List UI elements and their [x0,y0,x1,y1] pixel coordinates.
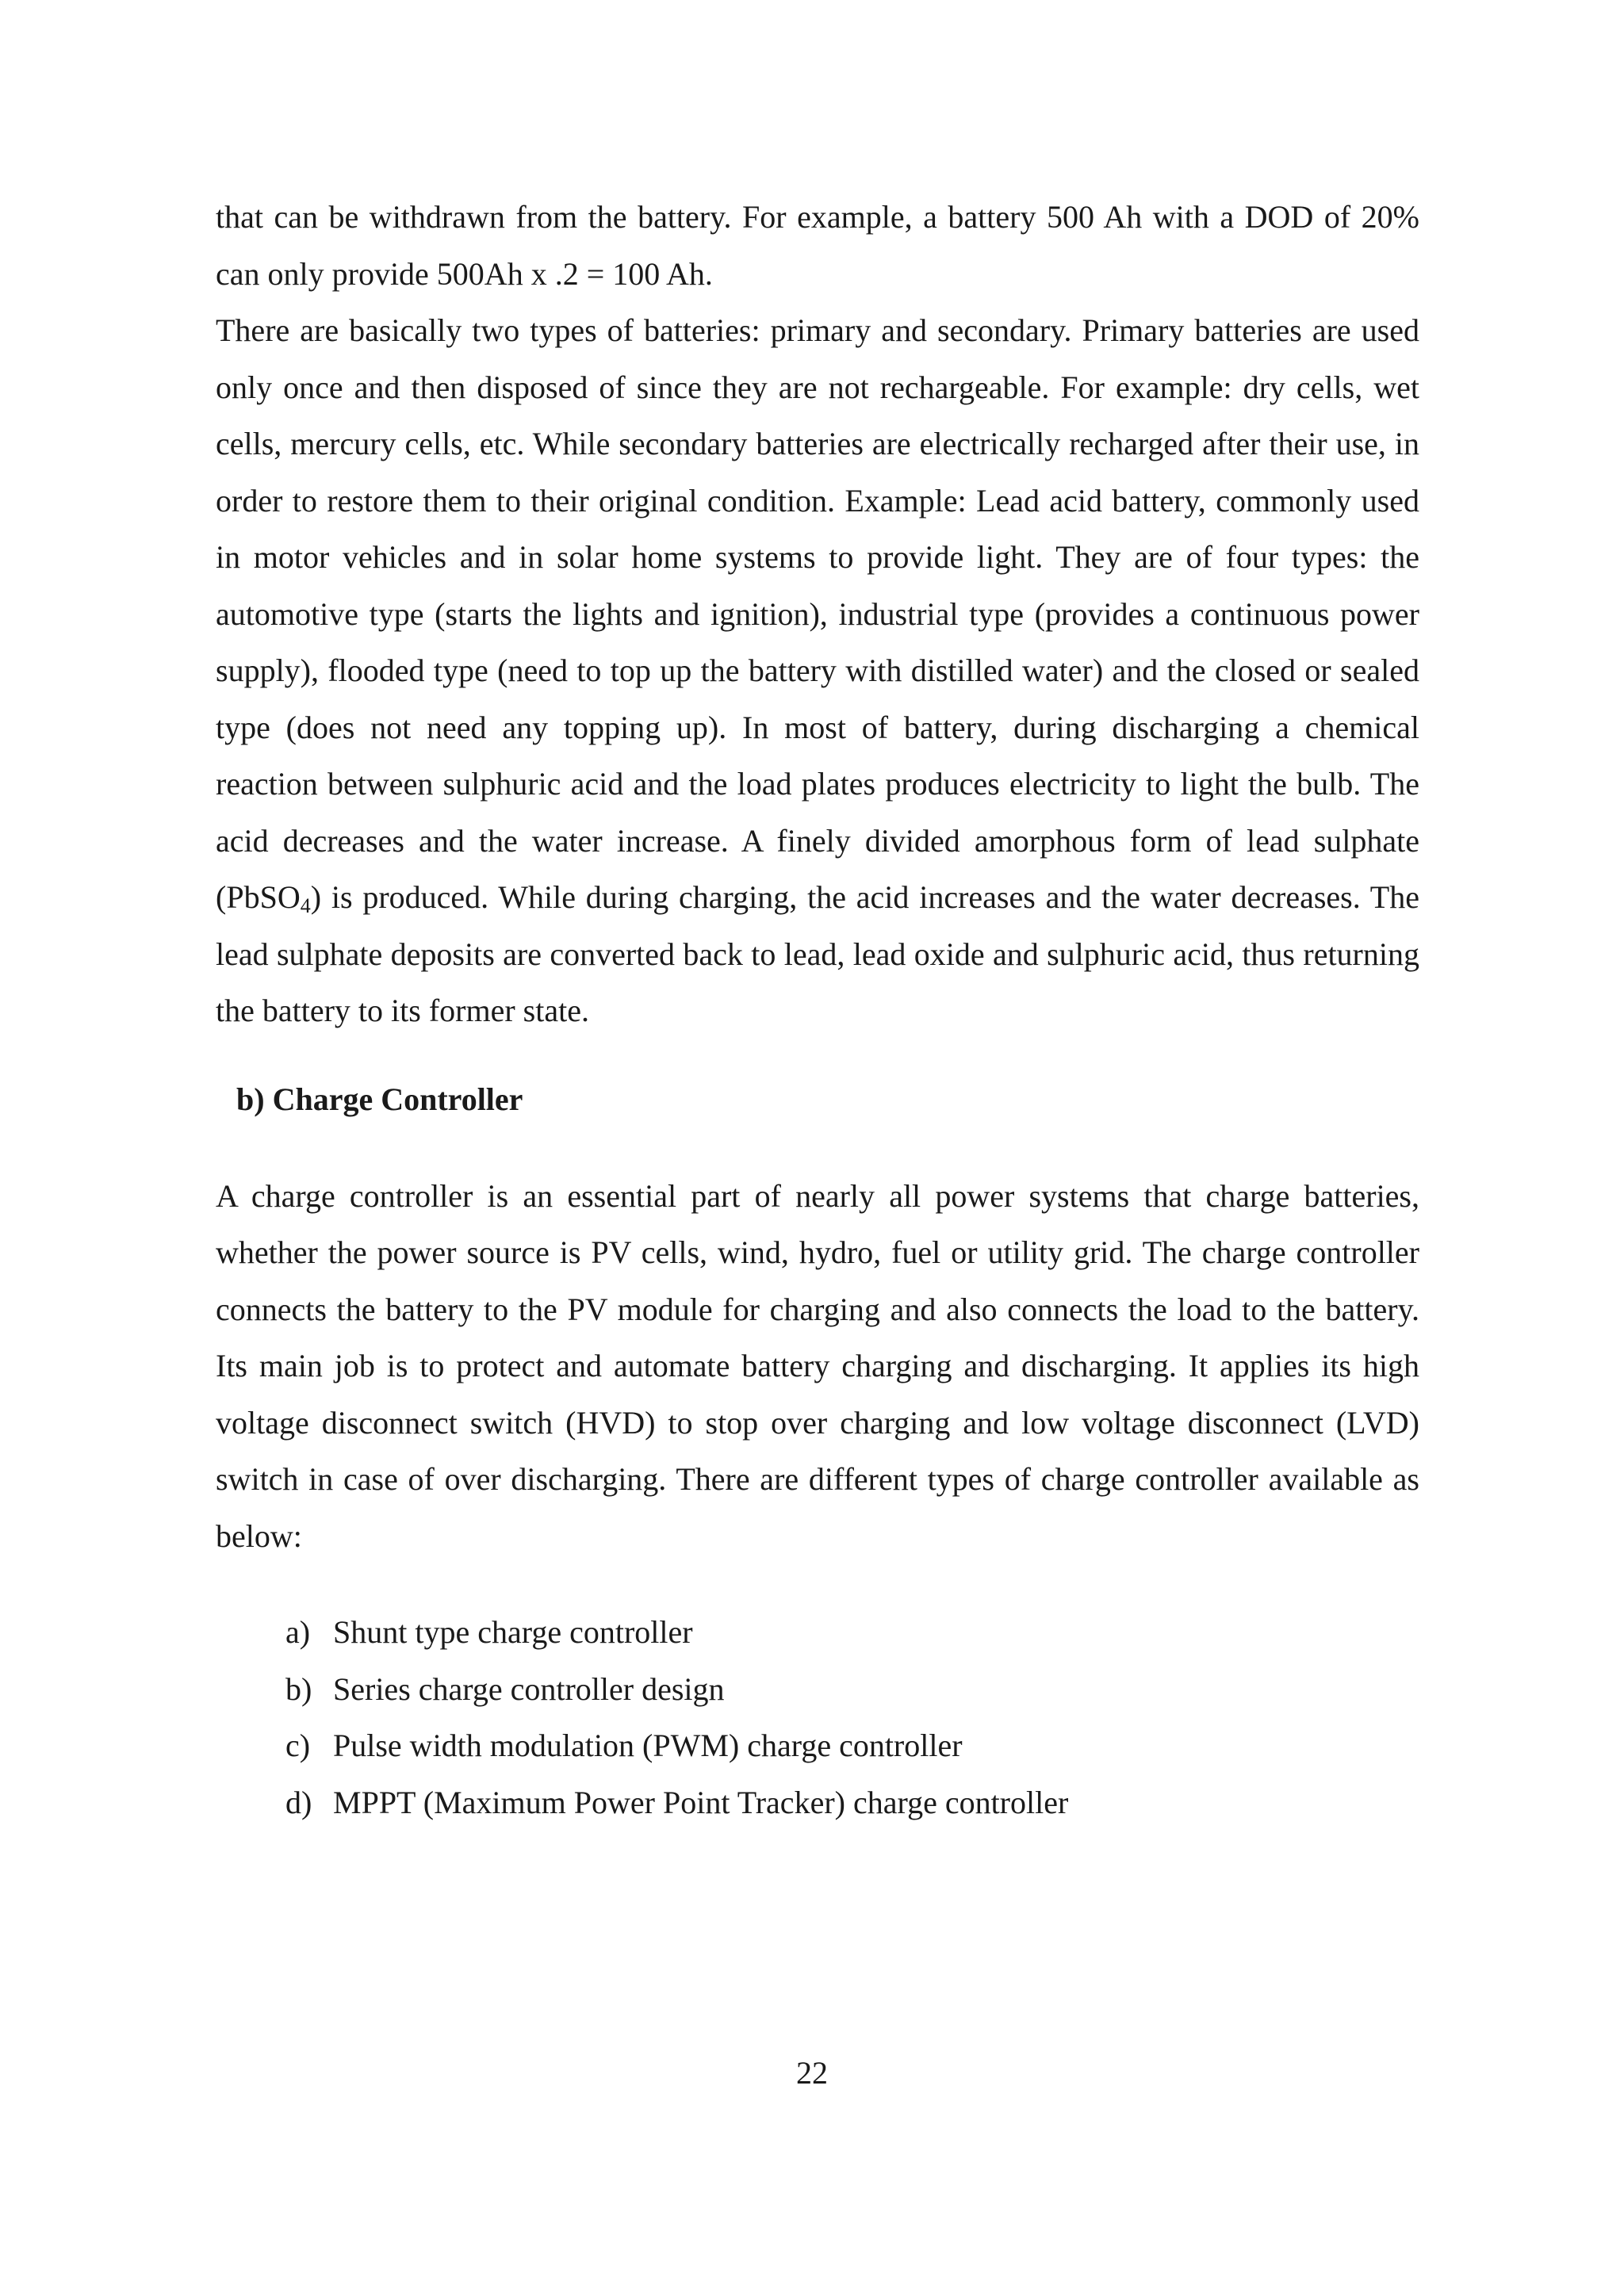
list-item-text: Series charge controller design [333,1670,725,1707]
list-item [216,1604,1419,1661]
page-number: 22 [796,2055,828,2091]
paragraph-charge-controller: A charge controller is an essential part of nearly all power systems that charge batteries, whether the power source is PV cells, wind, hydro, fuel or utility grid. The charge controller connects the battery to the PV module for charging and also connects the load to the battery. Its main job is to protect and automate battery charging and discharging. It applies its high voltage disconnect switch (HVD) to stop over charging and low voltage disconnect (LVD) switch in case of over discharging. There are different types of charge controller available as below: [216,1177,1419,1554]
list-item-text: MPPT (Maximum Power Point Tracker) charge controller [333,1784,1069,1820]
list-marker: b) [285,1670,312,1707]
list-item [216,1661,1419,1718]
list-marker: a) [285,1614,311,1650]
battery-types-text-continued: ) is produced. While during charging, the acid increases and the water decreases. The lead sulphate deposits are converted back to lead, lead oxide and sulphuric acid, thus returning the battery to its former state. [216,879,1419,1028]
subscript-4: 4 [300,894,311,917]
list-item-text: Shunt type charge controller [333,1614,693,1650]
list-marker: c) [285,1728,311,1763]
list-item-text: Pulse width modulation (PWM) charge controller [333,1728,963,1763]
paragraph-battery-types [216,302,1419,1039]
list-item [216,1717,1419,1774]
section-heading-charge-controller: b) Charge Controller [236,1081,523,1117]
charge-controller-types-list [216,1604,1419,1831]
paragraph-battery-dod: that can be withdrawn from the battery. For example, a battery 500 Ah with a DOD of 20% can only provide 500Ah x .2 = 100 Ah. [216,199,1419,292]
battery-types-text: There are basically two types of batteries: primary and secondary. Primary batteries are used only once and then disposed of since they are not rechargeable. For example: dry cells, wet cells, mercury cells, etc. While secondary batteries are electrically recharged after their use, in order to restore them to their original condition. Example: Lead acid battery, commonly used in motor vehicles and in solar home systems to provide light. They are of four types: the automotive type (starts the lights and ignition), industrial type (provides a continuous power supply), flooded type (need to top up the battery with distilled water) and the closed or sealed type (does not need any topping up). In most of battery, during discharging a chemical reaction between sulphuric acid and the load plates produces electricity to light the bulb. The acid decreases and the water increase. A finely divided amorphous form of lead sulphate (PbSO [216,312,1419,915]
list-item [216,1774,1419,1831]
page-content [216,189,1419,1831]
list-marker: d) [285,1784,312,1820]
